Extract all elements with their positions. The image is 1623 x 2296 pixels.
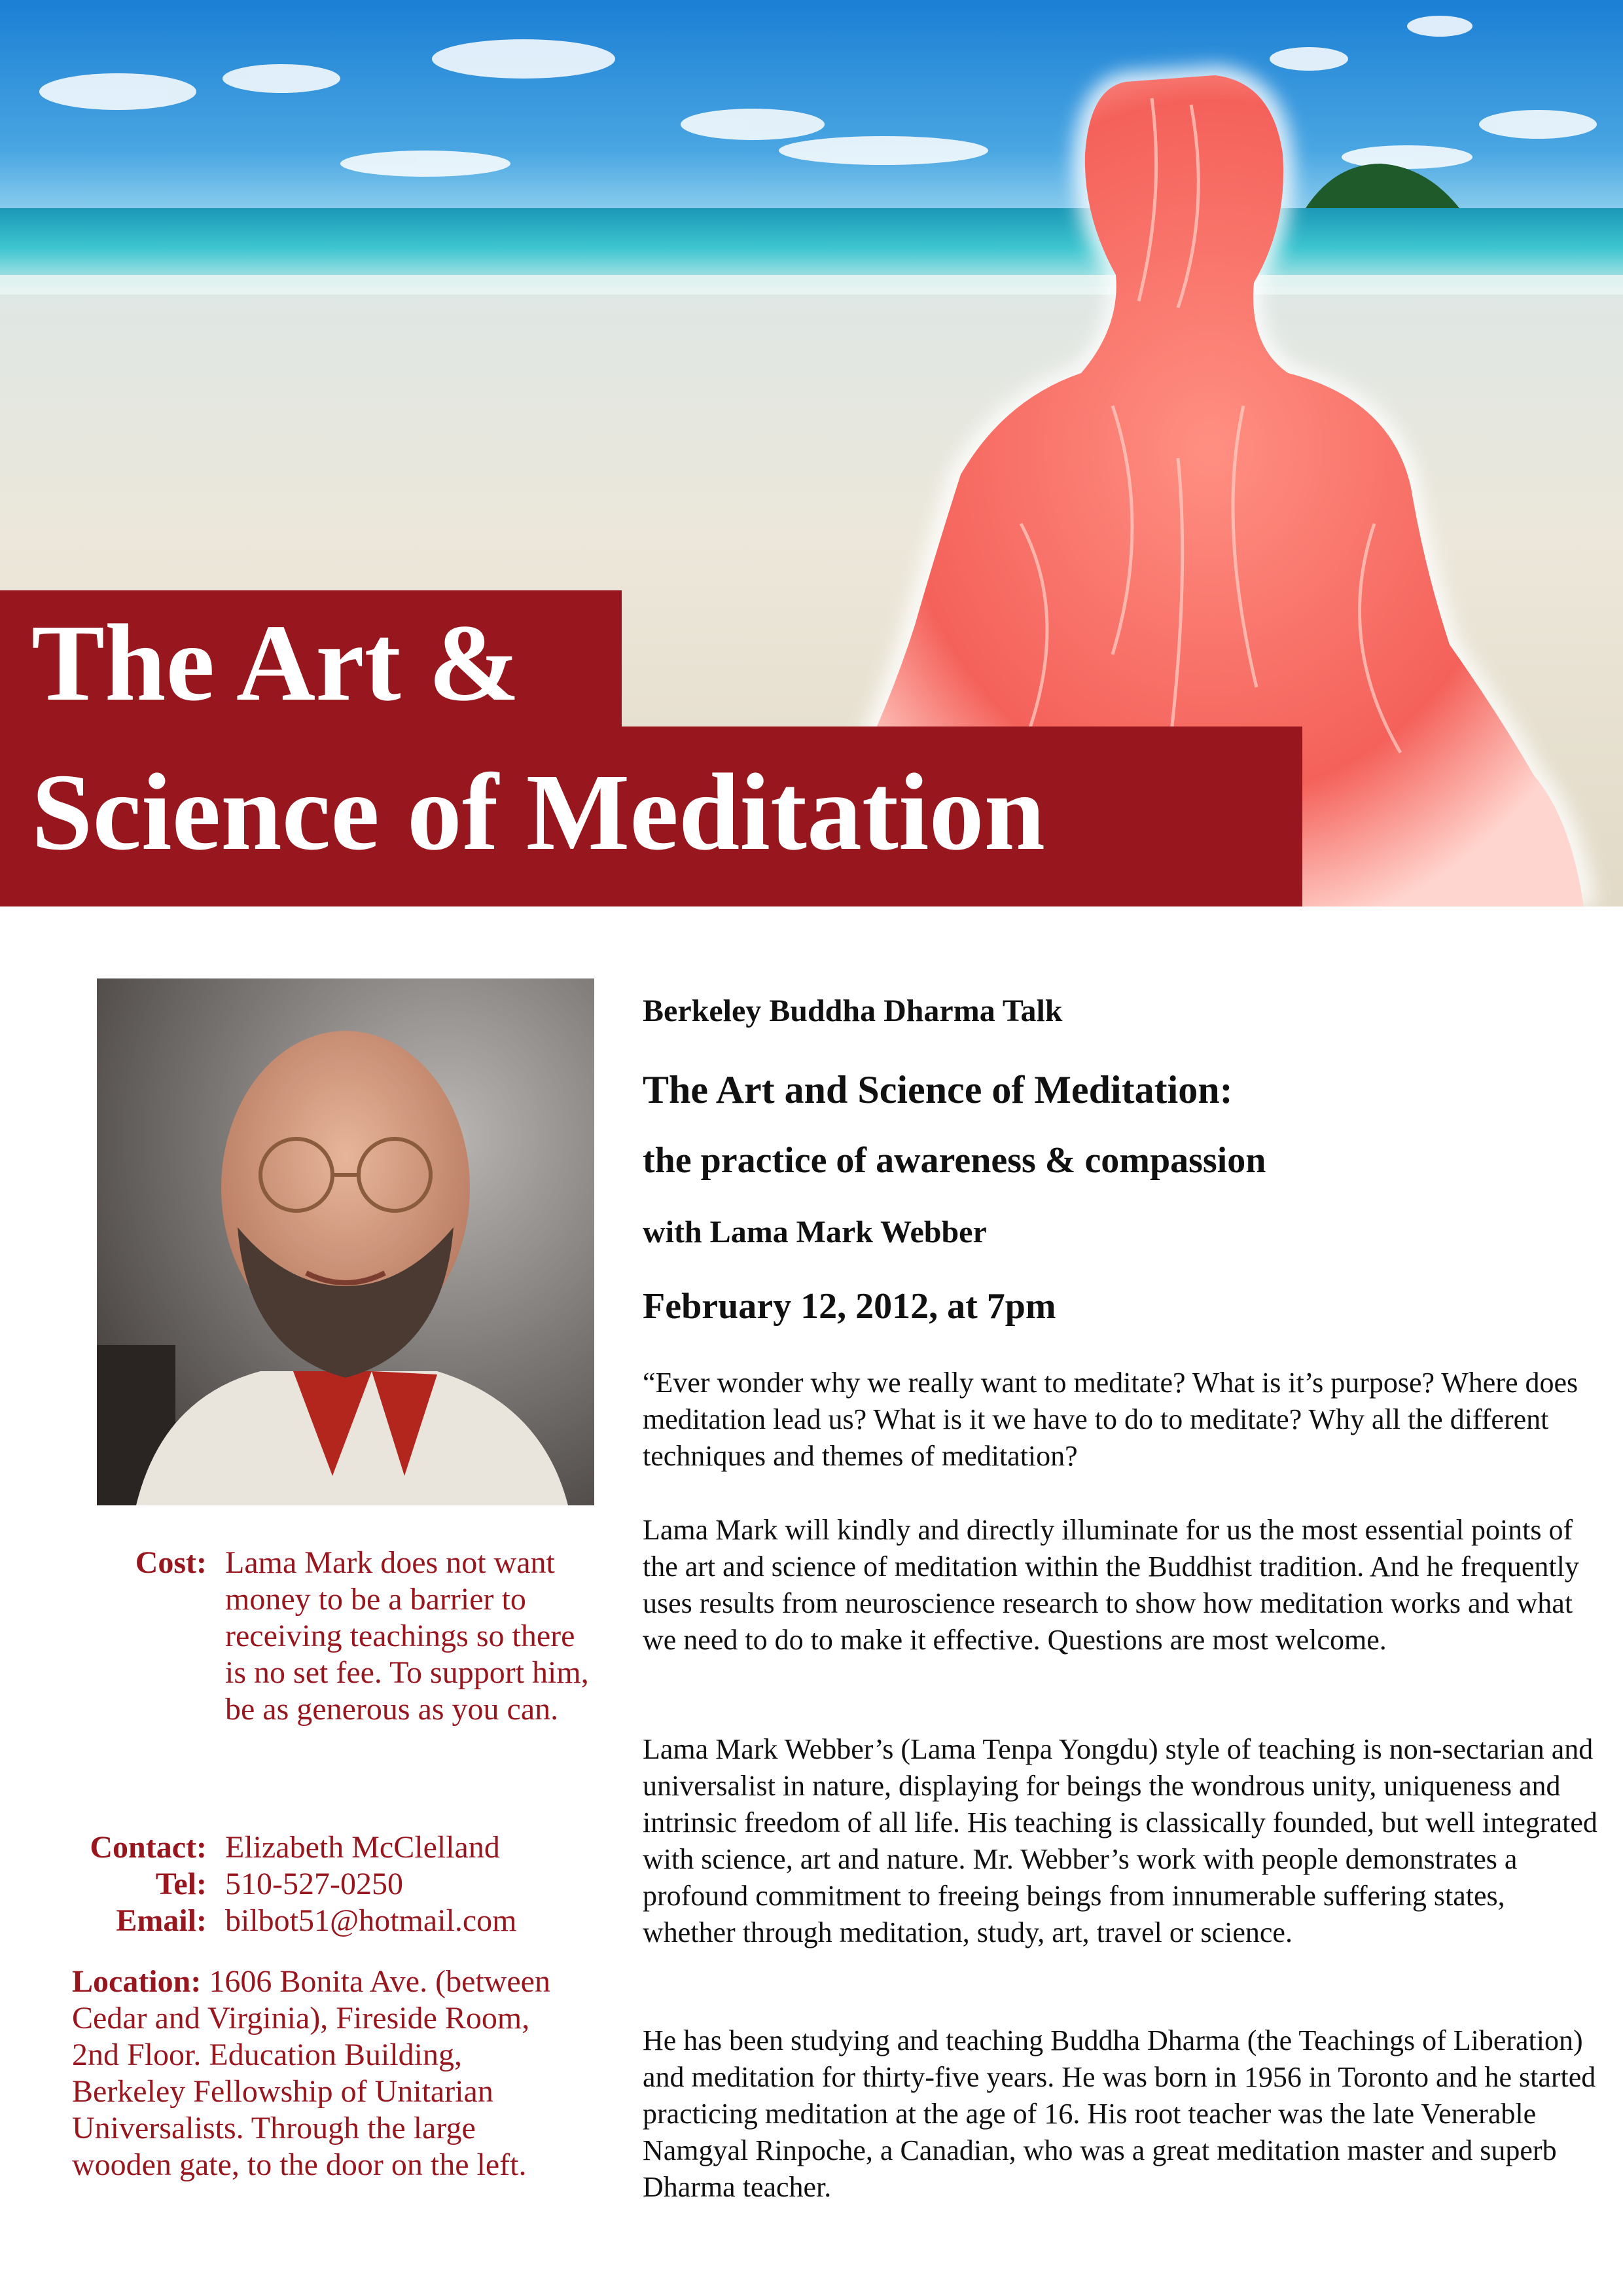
contact-section [72, 1829, 609, 1947]
page-title-line-1: The Art & [0, 590, 622, 736]
contact-name: Elizabeth McClelland [225, 1830, 500, 1865]
tel-number[interactable]: 510-527-0250 [225, 1867, 403, 1901]
location-section [72, 1964, 556, 2183]
portrait-photo [97, 978, 594, 1505]
paragraph-1: “Ever wonder why we really want to meditate? What is it’s purpose? Where does meditation lead us? What is it we have to do to meditate? Why all the different techniques and themes of meditation? [643, 1367, 1578, 1472]
email-label: Email: [116, 1903, 207, 1938]
event-title: The Art and Science of Meditation: [643, 1068, 1233, 1111]
paragraph-3: Lama Mark Webber’s (Lama Tenpa Yongdu) style of teaching is non-sectarian and universalist in nature, displaying for beings the wondrous unity, uniqueness and intrinsic freedom of all life. His teaching is classically founded, but well integrated with science, art and nature. Mr. Webber’s work with people demonstrates a profound commitment to freeing beings from innumerable suffering states, whether through meditation, study, art, travel or science. [643, 1733, 1597, 1948]
portrait-photo-icon [97, 978, 594, 1505]
location-text: 1606 Bonita Ave. (between Cedar and Virginia), Fireside Room, 2nd Floor. Education Building, Berkeley Fellowship of Unitarian Universalists. Through the large wooden gate, to the door on the left. [72, 1964, 550, 2182]
cost-label: Cost: [135, 1545, 207, 1580]
event-date: February 12, 2012, at 7pm [643, 1286, 1056, 1327]
event-series: Berkeley Buddha Dharma Talk [643, 994, 1063, 1028]
paragraph-4: He has been studying and teaching Buddha Dharma (the Teachings of Liberation) and meditation for thirty-five years. He was born in 1956 in Toronto and he started practicing meditation at the age of 16. His root teacher was the late Venerable Namgyal Rinpoche, a Canadian, who was a great meditation master and superb Dharma teacher. [643, 2024, 1596, 2203]
email-link[interactable]: bilbot51@hotmail.com [225, 1903, 517, 1938]
cost-text: Lama Mark does not want money to be a barrier to receiving teachings so there is no set fee. To support him, be as generous as you can. [225, 1545, 589, 1727]
contact-label: Contact: [90, 1830, 207, 1865]
location-label: Location: [72, 1964, 202, 1999]
page-title-line-2: Science of Meditation [0, 726, 1302, 906]
tel-label: Tel: [155, 1867, 207, 1901]
event-presenter: with Lama Mark Webber [643, 1215, 987, 1249]
event-subtitle: the practice of awareness & compassion [643, 1140, 1266, 1181]
paragraph-2: Lama Mark will kindly and directly illuminate for us the most essential points of the art and science of meditation within the Buddhist tradition. And he frequently uses results from neuroscience research to show how meditation works and what we need to do to make it effective. Questions are most welcome. [643, 1514, 1579, 1656]
